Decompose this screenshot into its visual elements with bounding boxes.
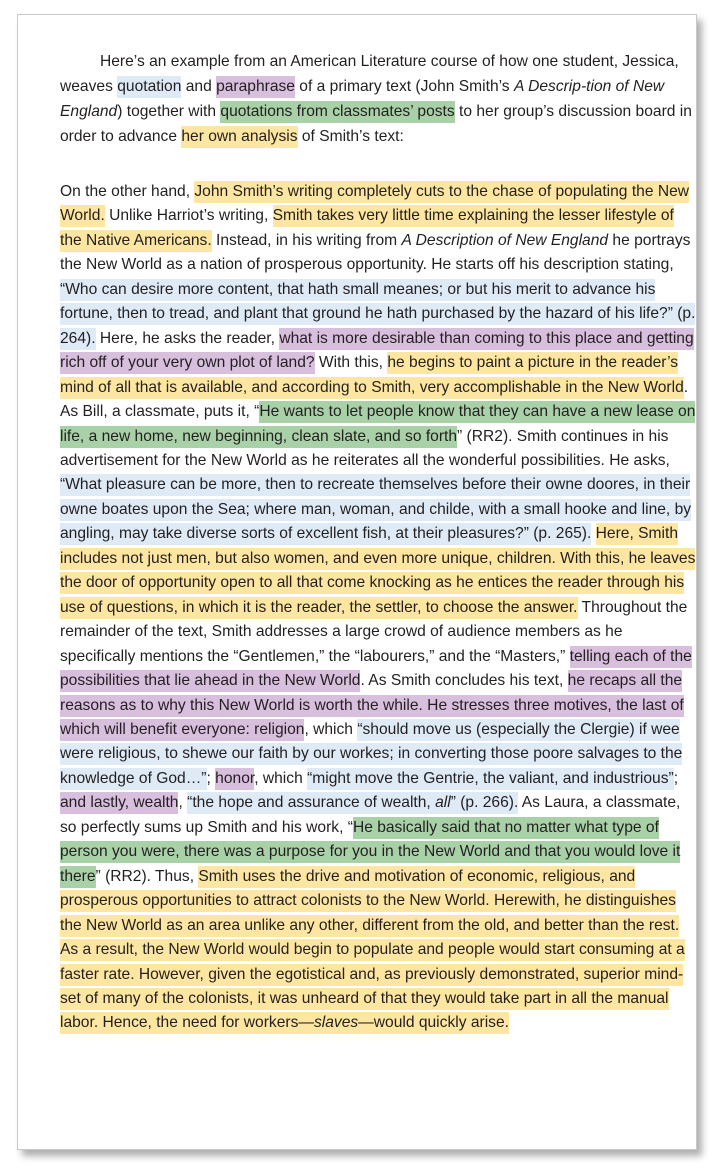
analysis-highlight: Here, Smith includes not just men, but also women, and even more unique, children. With this, he leaves the door of opportunity open to all that come knocking as he entices the reader through his use of questions, in which it is the reader, the settler, to choose the answer. xyxy=(60,523,695,618)
post-text-segment: , xyxy=(178,794,188,812)
post-text-segment: , which xyxy=(254,769,308,787)
own-analysis-highlight: her own analysis xyxy=(181,126,297,148)
intro-text-segment: to her group’s discussion board in order to advance xyxy=(60,103,692,145)
book-title: A Description of New England xyxy=(401,231,609,249)
quotation-highlight: quotation xyxy=(117,76,181,98)
intro-text-segment: of a primary text (John Smith’s xyxy=(294,78,514,95)
classmate-quote-highlight: He wants to let people know that they can have a new lease on life, a new home, new beginning, clean slate, and so forth xyxy=(60,401,695,447)
classmate-quote-highlight: He basically said that no matter what type of person you were, there was a purpose for you in the New World and that you would love it there xyxy=(60,817,680,888)
paraphrase-highlight: what is more desirable than coming to this place and getting rich off of your very own plot of land? xyxy=(60,328,694,374)
post-text-segment: Instead, in his writing from xyxy=(211,231,402,249)
analysis-text: —would quickly arise. xyxy=(358,1014,509,1032)
analysis-highlight xyxy=(60,866,685,1035)
post-text-segment: Throughout the remainder of the text, Smith addresses a large crowd of audience members as he specifically mentions the “Gentlemen,” the “labourers,” and the “Masters,” xyxy=(60,598,688,665)
post-text-segment: ” (RR2). Smith continues in his advertisement for the New World as he reiterates all the wonderful possibilities. He asks, xyxy=(60,427,670,469)
paraphrase-highlight: honor xyxy=(215,768,254,790)
paraphrase-highlight: telling each of the possibilities that lie ahead in the New World xyxy=(60,646,692,692)
post-text-segment: On the other hand, xyxy=(60,183,195,200)
post-text-segment: ; xyxy=(206,769,216,787)
post-text-segment: As Laura, a classmate, so perfectly sums up Smith and his work, “ xyxy=(60,794,681,836)
analysis-highlight: John Smith’s writing completely cuts to the chase of populating the New World. xyxy=(60,181,689,227)
discussion-post xyxy=(60,180,696,1036)
emphasis-word: slaves xyxy=(313,1014,359,1032)
document-page xyxy=(17,14,697,1150)
quotation-highlight: “What pleasure can be more, then to recreate themselves before their owne doores, in their owne boates upon the Sea; where man, woman, and childe, with a small hooke and line, by angling, may take diverse sorts of excellent fish, at their pleasures?” (p. 265). xyxy=(60,474,691,545)
post-text-segment: . As Smith concludes his text, xyxy=(360,672,568,690)
post-text-segment: ; xyxy=(673,769,679,787)
quotation-highlight: “might move the Gentrie, the valiant, and industrious” xyxy=(307,768,674,790)
quotation-highlight xyxy=(187,792,518,814)
quotation-highlight: “Who can desire more content, that hath small meanes; or but his merit to advance his fortune, then to tread, and plant that ground he hath purchased by the hazard of his life?” (p. 264). xyxy=(60,279,695,350)
intro-text-segment: ) together with xyxy=(117,103,221,120)
analysis-highlight: Smith takes very little time explaining the lesser lifestyle of the Native Americans. xyxy=(60,205,674,251)
paraphrase-highlight: paraphrase xyxy=(216,76,295,98)
post-text-segment: . As Bill, a classmate, puts it, “ xyxy=(60,378,689,421)
post-text-segment: Unlike Harriot’s writing, xyxy=(104,207,273,225)
book-title: A Descrip-tion of New England xyxy=(60,78,665,120)
intro-text-segment: of Smith’s text: xyxy=(297,128,404,145)
emphasis-word: all xyxy=(435,794,451,812)
intro-text xyxy=(60,49,696,149)
intro-paragraph xyxy=(60,49,696,149)
discussion-post-text xyxy=(60,180,696,1036)
intro-text-segment: and xyxy=(181,78,217,95)
quotation-highlight: “should move us (especially the Clergie) if wee were religious, to shewe our faith by our workes; in converting those poore salvages to the knowledge of God…” xyxy=(60,719,682,790)
analysis-highlight: he begins to paint a picture in the reader’s mind of all that is available, and according to Smith, very accomplishable in the New World xyxy=(60,352,684,398)
post-text-segment: With this, xyxy=(314,354,388,372)
post-text-segment: he portrays the New World as a nation of prosperous opportunity. He starts off his description stating, xyxy=(60,231,691,274)
post-text-segment: Here, he asks the reader, xyxy=(95,329,280,347)
analysis-text: Smith uses the drive and motivation of economic, religious, and prosperous opportunities to attract colonists to the New World. Herewith, he distinguishes the New World as an area unlike any other, different from the old, and better than the rest. As a result, the New World would begin to populate and people would start consuming at a faster rate. However, given the egotistical and, as previously demonstrated, superior mind-set of many of the colonists, it was unheard of that they would take part in all the manual labor. Hence, the need for workers— xyxy=(60,867,685,1032)
paraphrase-highlight: he recaps all the reasons as to why this New World is worth the while. He stresses three motives, the last of which will benefit everyone: religion xyxy=(60,670,684,741)
quotation-text: “the hope and assurance of wealth, xyxy=(187,794,436,812)
post-text-segment: ” (RR2). Thus, xyxy=(95,867,199,885)
classmate-quote-highlight: quotations from classmates’ posts xyxy=(220,101,454,123)
post-text-segment: , which xyxy=(304,720,358,738)
paraphrase-highlight: and lastly, wealth xyxy=(60,792,178,814)
intro-text-segment: Here’s an example from an American Literature course of how one student, Jessica, weaves xyxy=(60,53,679,95)
quotation-text: ” (p. 266). xyxy=(450,794,519,812)
